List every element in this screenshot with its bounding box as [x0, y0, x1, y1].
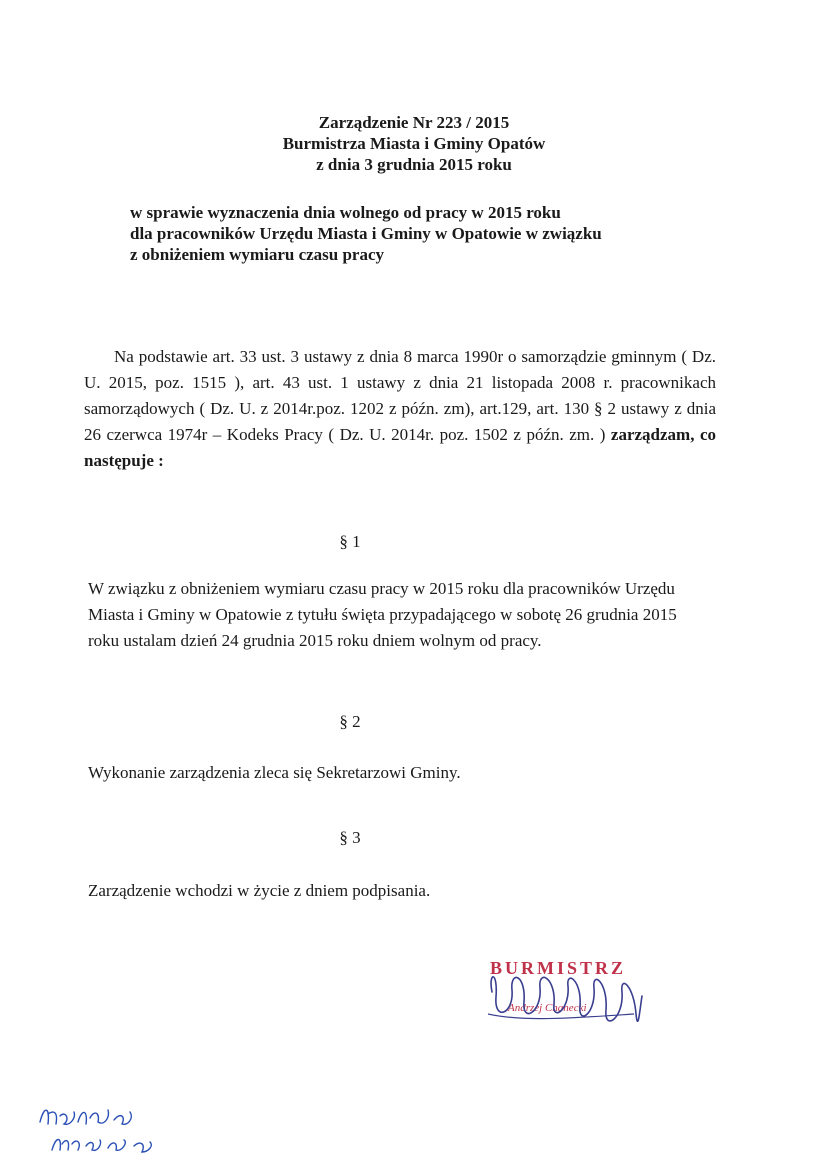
decision-phrase: zarządzam, co następuje : — [84, 425, 717, 470]
legal-basis-text: Na podstawie art. 33 ust. 3 ustawy z dnia 8 marca 1990r o samorządzie gminnym ( Dz. U. 2015, poz. 1515 ), art. 43 ust. 1 ustawy z dnia 21 listopada 2008 r. pracownikach samorządowych ( Dz. U. z 2014r.poz. 1202 z późn. zm), art.129, art. 130 § 2 ustawy z dnia 26 czerwca 1974r – Kodeks Pracy ( Dz. U. 2014r. poz. 1502 z późn. zm. ) — [84, 347, 716, 444]
issuer: Burmistrza Miasta i Gminy Opatów — [282, 134, 546, 153]
handwritten-note-scribble — [30, 1100, 180, 1160]
stamp-name: Andrzej Chanecki — [508, 1002, 587, 1014]
document-header — [0, 112, 828, 175]
legal-basis-paragraph — [84, 344, 716, 474]
section-1-sign: § 1 — [339, 532, 361, 551]
handwritten-signature — [484, 952, 654, 1052]
handwritten-margin-note — [30, 1100, 180, 1160]
subject-line-1: w sprawie wyznaczenia dnia wolnego od pracy w 2015 roku — [130, 203, 561, 222]
section-1-text: W związku z obniżeniem wymiaru czasu pracy w 2015 roku dla pracowników Urzędu Miasta i Gminy w Opatowie z tytułu święta przypadającego w sobotę 26 grudnia 2015 roku ustalam dzień 24 grudnia 2015 roku dniem wolnym od pracy. — [88, 579, 677, 650]
section-3-text: Zarządzenie wchodzi w życie z dniem podpisania. — [88, 881, 431, 900]
section-2-text: Wykonanie zarządzenia zleca się Sekretarzowi Gminy. — [88, 763, 461, 782]
subject-line-3: z obniżeniem wymiaru czasu pracy — [130, 245, 385, 264]
ordinance-number: Zarządzenie Nr 223 / 2015 — [318, 113, 510, 132]
section-3-sign: § 3 — [339, 828, 361, 847]
issue-date: z dnia 3 grudnia 2015 roku — [316, 155, 512, 174]
document-subject — [130, 202, 730, 265]
section-2-sign: § 2 — [339, 712, 361, 731]
subject-line-2: dla pracowników Urzędu Miasta i Gminy w Opatowie w związku — [130, 224, 602, 243]
mayor-stamp-and-signature — [484, 952, 654, 1052]
stamp-title: BURMISTRZ — [490, 958, 627, 978]
